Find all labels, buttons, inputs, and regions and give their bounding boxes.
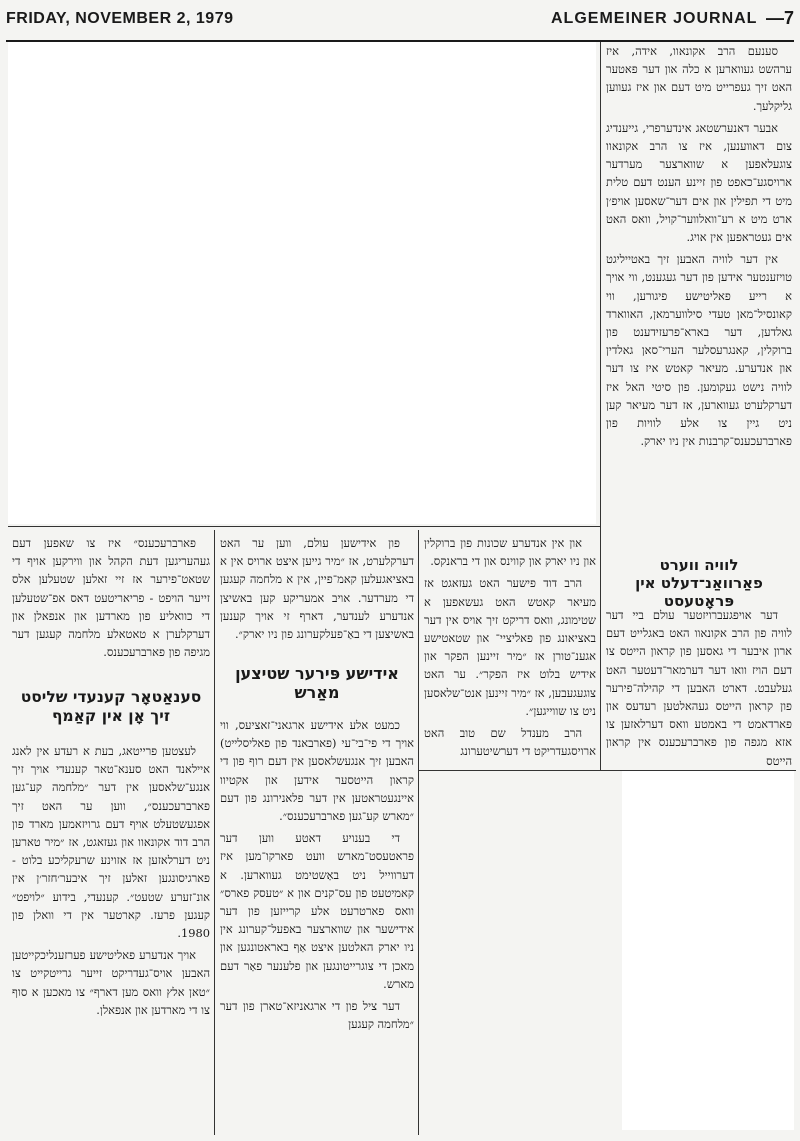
header-date: FRIDAY, NOVEMBER 2, 1979 (6, 10, 234, 27)
paragraph: פארברעכענס״ איז צו שאפען דעם געהעריגען דעת הקהל און ווירקען אויף די שטאט־פירער אז זיי זאלען שטעלען אלס זייער הויפט - פריאריטעט דאס אפ־שטעלען די כוואליע פון מארדען און אנפאלן און דערקלערן א טאטאלע מלחמה קעגען דער מגיפה פון פארברעכענס. (12, 536, 210, 660)
page-header (6, 6, 794, 34)
column-rule (214, 530, 215, 1135)
paragraph: דער ציל פון די ארגאניזא־טארן פון דער ״מלחמה קעגען (220, 999, 414, 1032)
paragraph: כמעט אלע אידישע ארגאני־זאציעס, ווי אויך די פי־בי־עי (פארבאנד פון פאליסלייט) האבען זיך אנגעשלאסען אין דעם רוף פון די קראון הייטסער אידען און אקטיוו איינגעטראטען אין דער פלאנירונג פון דעם ״מארש קע־גען פארברעכענס״. (220, 718, 414, 824)
paragraph: סענעם הרב אקונאוו, אידה, איז ערהשט געווארען א כלה און דער פאטער האט זיך געפרייט מיט דעם און איז געווען גליקלעך. (606, 44, 792, 113)
paragraph: אין דער לוויה האבען זיך באטייליגט טויזענטער אידען פון דער געגענט, ווי אויך א רייע פאליטישע פיגורען, ווי קאונסיל־מאן טעדי סילווערמאן, האווארד גאלדען, דער בארא־פרעזידענט פון ברוקלין, קאנגרעסלער הערי־סאן גאלדין און אנדערע. מעיאר קאטש איז צו דער לוויה נישט געקומען. פון סיטי האל איז דערקלערט געווארען, אז דער מעיאר קען ניט גיין צו אלע לוויות פון פארברעכענס־קרבנות אין ניו יארק. (606, 252, 792, 449)
section-rule (8, 526, 600, 527)
blank-area-right-bottom (622, 770, 794, 1130)
headline-kennedy: סענאַטאָר קענעדי שליסט זיך אָן אין קאַמף (20, 688, 202, 725)
paragraph: לעצטען פרייטאג, בעת א רעדע אין לאנג איילאנד האט סענא־טאר קענעדי אויך זיך אנגע־שלאסען אין דער ״מלחמה קע־גען פארברעכענס״, ווען ער האט זיך אפגעשטעלט אויף דעם גרויזאמען מארד פון הרב דוד אקונאוו און געזאגט, אז ״מיר טארען ניט דערלאזען אז אזוינע שרעקליכע בלוט - פארגיסונגען זאלען זיך איבער׳חזר׳ן אין אונ־זערע שטעט״. קענעדי, בידוע ״לויפט״ קעגען פרעז. קארטער אין די וואלן פון 1980. (12, 744, 210, 941)
paragraph: הרב דוד פישער האט געזאגט אז מעיאר קאטש האט געשאפען א שטימונג, וואס דריקט זיך אויס אין דער באציאונג פון פאליציי־ און שטאטישע אגענ־טורן אז ״מיר זיינען הפקר און אידיש בלוט איז הפקר״. ער האט צוגעגעבען, אז ״מיר זיינען אנט־שלאסען ניט צו שווייגען״. (424, 576, 596, 718)
blank-area-top (8, 42, 596, 524)
header-page-number: —7 (765, 8, 794, 28)
article-column-lower-right (606, 606, 792, 766)
article-column-middle-b2 (220, 716, 414, 1134)
paragraph: אויך אנדערע פאליטישע פערזענליכקייטען האבען אויס־געדריקט זייער גרייטקייט צו ״טאן אלץ וואס מען דארף״ צו מאכען א סוף צו די מארדען און אנפאלן. (12, 948, 210, 1017)
article-column-left (12, 742, 210, 1134)
column-rule (600, 42, 601, 770)
headline-march: אידישע פּירער שטיצען מאַרש (235, 664, 399, 703)
paragraph: די בענויע דאטע ווען דער פראטעסט־מארש וועט פארקו־מען איז דערווייל ניט באַשטימט געווארען. א קאמיטעט פון עס־קנים און א ״טעסק פארס״ וואס פארטרעט אלע קרייזען פון דער אידישער און שווארצער באפעל־קערונג אין ניו יארק האלטען איצט אַף באראטונגען און מאכן די צוגרייטונגען און פלענער פאַר דעם מארש. (220, 831, 414, 991)
article-column-left-intro (12, 534, 210, 684)
article-column-middle-a (424, 534, 596, 766)
paragraph: פון אידישען עולם, ווען ער האט דערקלערט, אז ״מיר גייען איצט ארויס אין א באציאגעלען קאמ־פיין, אין א מלחמה קעגען די מערדער. אויב אמעריקע קען באשיצן אנדערע לענדער, דארף זי אויך קענען באשיצען די באַ־פעלקערונג פון ניו יארק״. (220, 536, 414, 642)
headline-levayah: לוויה ווערט פאַרוואַנ־דעלט אין פּראָטעסט (635, 556, 763, 610)
paragraph: אבער דאנערשטאג אינדערפרי, גייענדיג צום דאווענען, איז צו הרב אקונאוו צוגעלאפען א שווארצער מערדער ארויסגע־כאפט פון זיינע הענט דעם טלית מיט די תפילין און אים דער־שאסען אויפ׳ן ארט מיט א רע־וואלווער־קויל, וואס האט אים געטראפען אין אויג. (606, 120, 792, 245)
article-column-middle-b (220, 534, 414, 660)
header-paper-name: ALGEMEINER JOURNAL (551, 10, 758, 27)
paragraph: און אין אנדערע שכונות פון ברוקלין און ניו יארק און קווינס און די בראנקס. (424, 536, 596, 569)
paragraph: הרב מענדל שם טוב האט ארויסגעדריקט די דערשיטערונג (424, 726, 596, 759)
article-column-top-right (606, 42, 792, 556)
section-rule (418, 770, 796, 771)
paragraph: דער אויפגעברויזטער עולם ביי דער לוויה פון הרב אקונאוו האט באגלייט דעם ארון איבער די גאסען פון קראון הייטס צו דעם הויז וואו דער דערמאר־דעטער האט געלעבט. דארט האבען די קהילה־פירער פון קראון הייטס געהאלטען רעדעס און פארדאמט די באמטע וואס דערלאזען צו אזא מגפה פון פארברעכענס אין קראון הייטס (606, 608, 792, 766)
column-rule (418, 530, 419, 1135)
